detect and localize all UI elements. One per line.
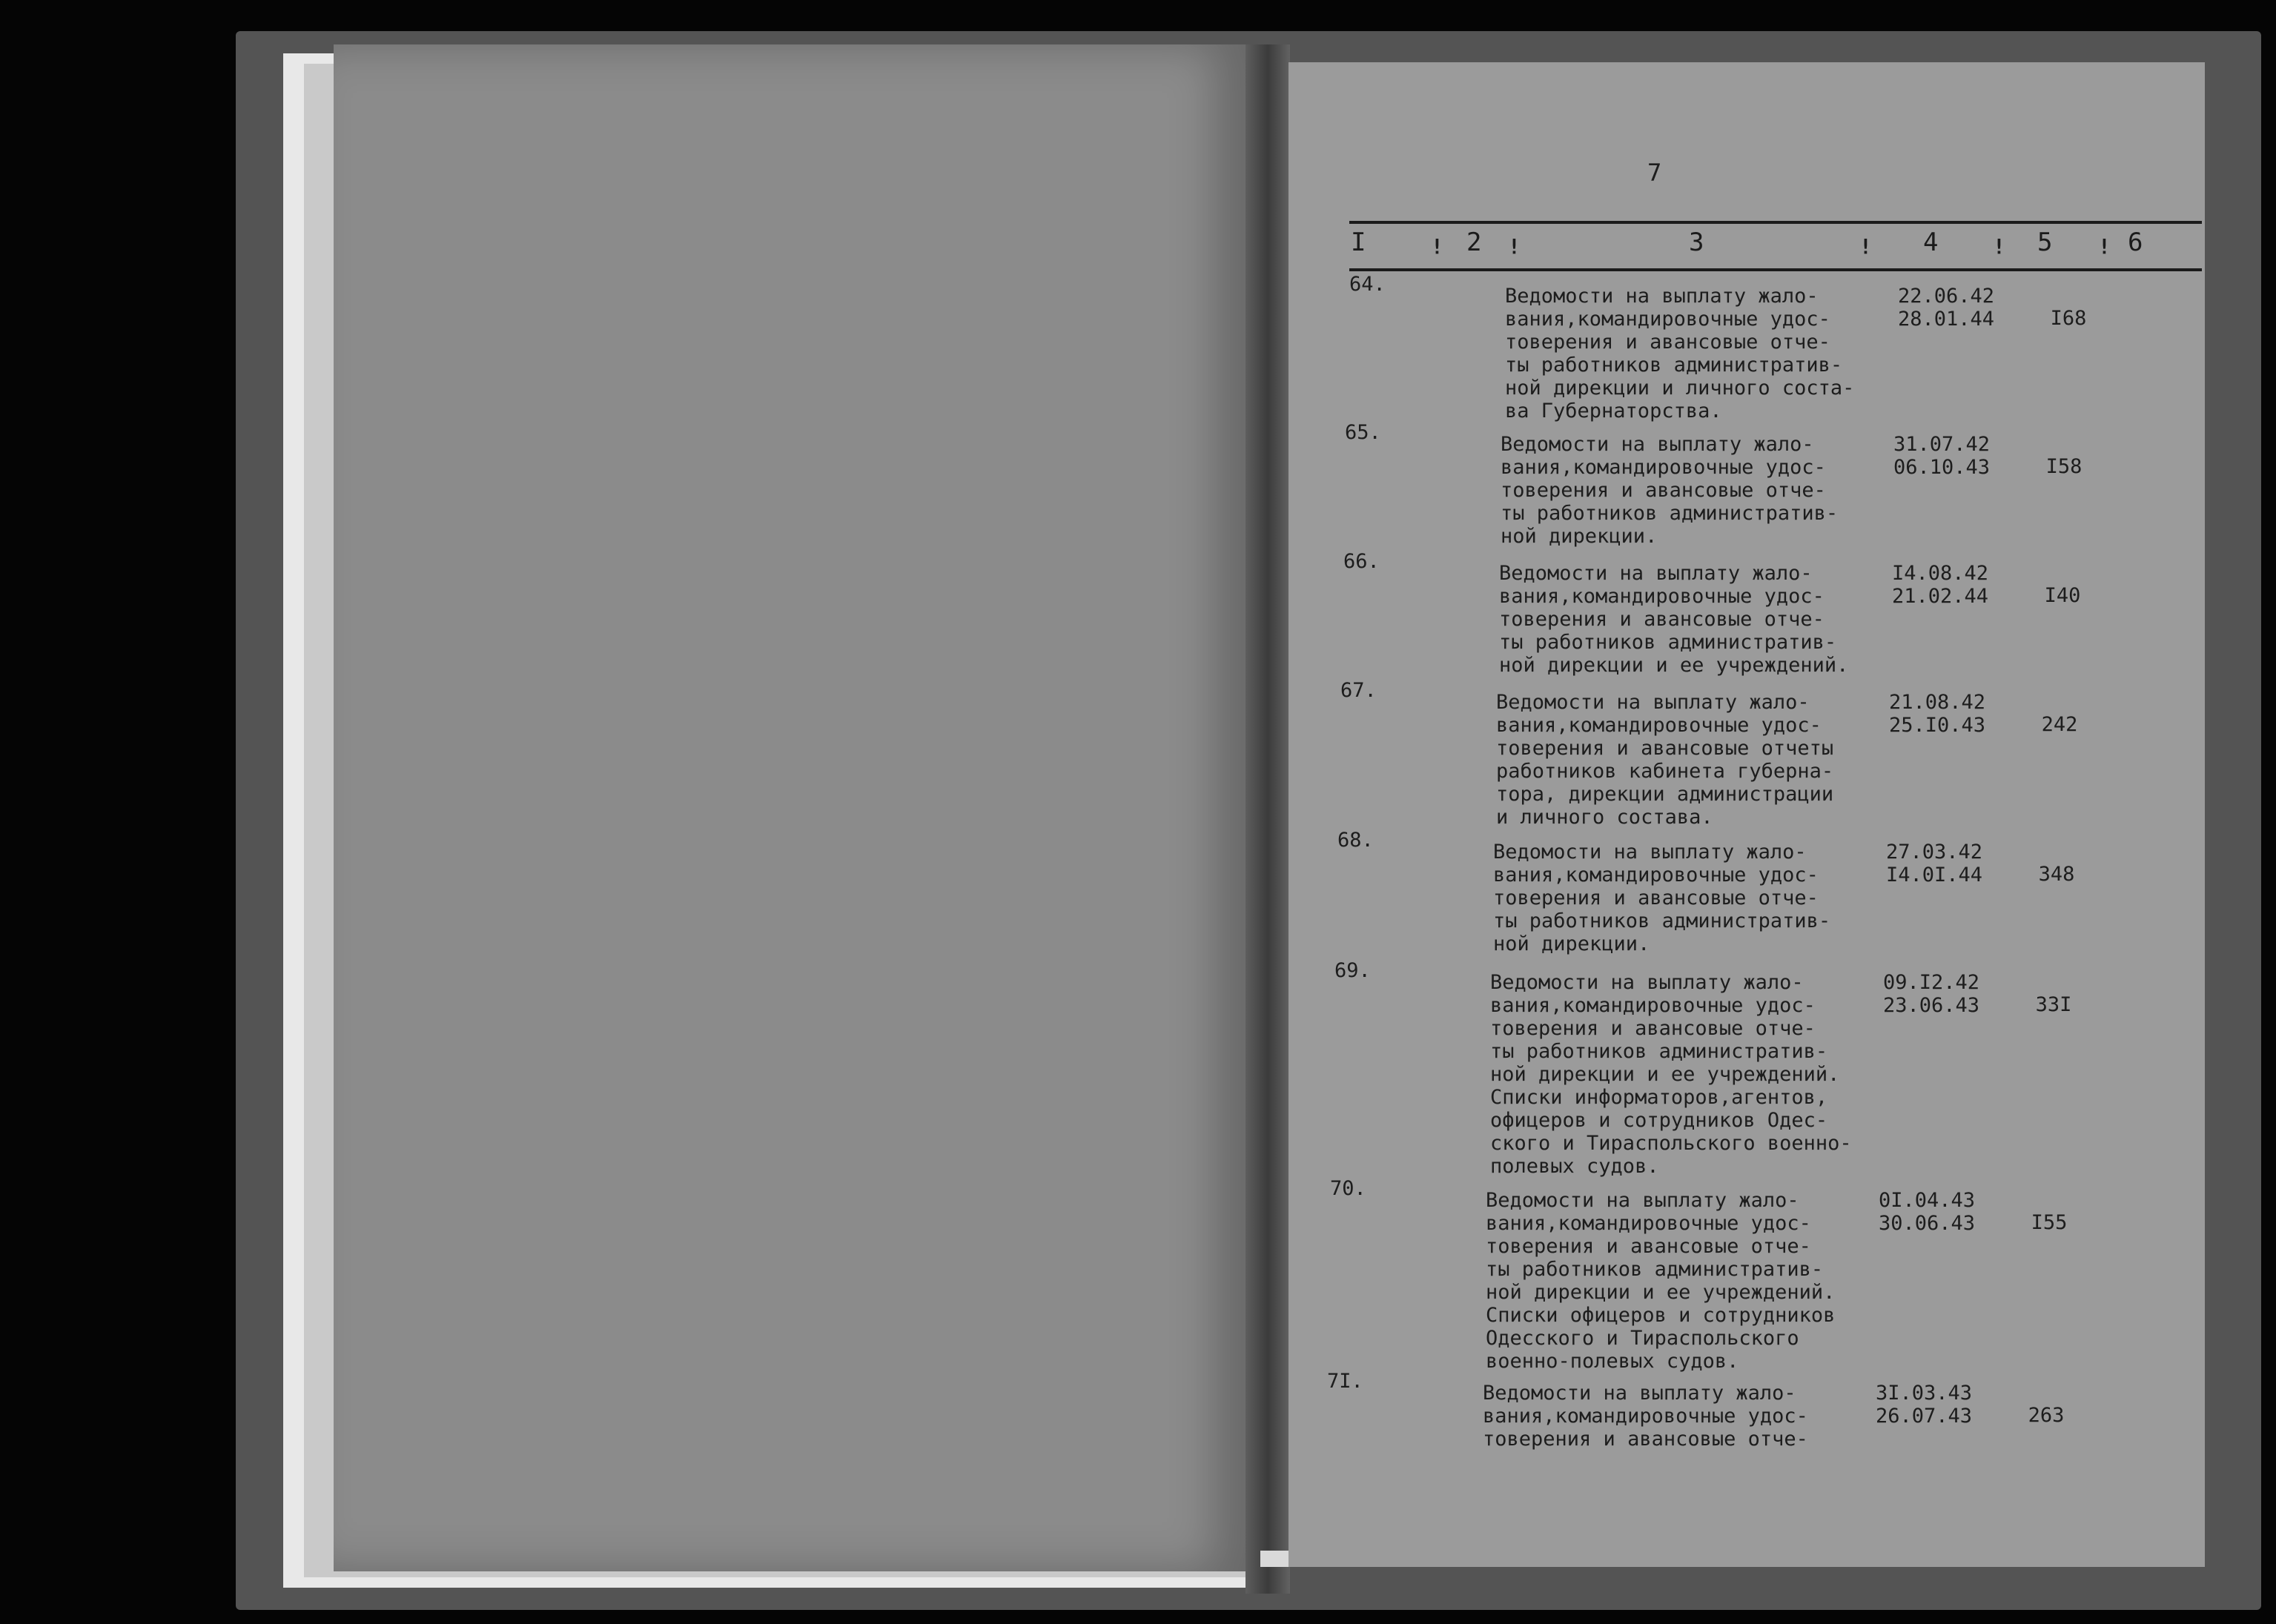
entry-number: 67.	[1340, 679, 1377, 702]
column-separator: !	[1431, 234, 1443, 259]
column-header-6: 6	[2128, 228, 2143, 257]
entry-number: 65.	[1345, 421, 1381, 444]
blank-left-page	[334, 44, 1245, 1571]
column-header-2: 2	[1466, 228, 1482, 257]
entry-sheet-count: I58	[2045, 455, 2083, 478]
entry-number: 70.	[1330, 1177, 1366, 1200]
entry-sheet-count: I68	[2050, 307, 2087, 330]
entry-number: 66.	[1343, 550, 1380, 573]
entry-sheet-count: I40	[2044, 584, 2081, 607]
entry-dates: 3I.03.43 26.07.43	[1876, 1382, 1973, 1428]
entry-description: Ведомости на выплату жало- вания,командировочные удос- товерения и авансовые отче-	[1483, 1382, 1808, 1451]
entry-number: 69.	[1334, 959, 1371, 982]
page-number: 7	[1647, 159, 1662, 187]
column-header-4: 4	[1923, 228, 1939, 257]
entry-sheet-count: 263	[2028, 1404, 2065, 1427]
entry-dates: 0I.04.43 30.06.43	[1879, 1189, 1976, 1235]
entry-sheet-count: I55	[2031, 1211, 2068, 1234]
entry-description: Ведомости на выплату жало- вания,командировочные удос- товерения и авансовые отчеты работников кабинета губерна- тора, дирекции администрации и личного состава.	[1496, 691, 1834, 829]
entry-description: Ведомости на выплату жало- вания,командировочные удос- товерения и авансовые отче- ты работников административ- ной дирекции и ее учреждений.	[1499, 562, 1849, 677]
column-separator: !	[1508, 234, 1521, 259]
column-header-3: 3	[1689, 228, 1704, 257]
entry-dates: 27.03.42 I4.0I.44	[1886, 841, 1983, 886]
entry-dates: 22.06.42 28.01.44	[1898, 285, 1995, 331]
column-separator: !	[1993, 234, 2005, 259]
entry-sheet-count: 33I	[2035, 993, 2072, 1016]
entry-description: Ведомости на выплату жало- вания,командировочные удос- товерения и авансовые отче- ты работников административ- ной дирекции.	[1501, 433, 1839, 548]
column-separator: !	[2098, 234, 2111, 259]
entry-dates: I4.08.42 21.02.44	[1892, 562, 1989, 608]
entry-description: Ведомости на выплату жало- вания,командировочные удос- товерения и авансовые отче- ты работников административ- ной дирекции и личного соста- ва Губернаторства.	[1505, 285, 1855, 422]
entry-dates: 09.I2.42 23.06.43	[1883, 971, 1980, 1017]
column-header-1: I	[1351, 228, 1366, 257]
entry-description: Ведомости на выплату жало- вания,командировочные удос- товерения и авансовые отче- ты работников административ- ной дирекции.	[1493, 841, 1831, 955]
entry-number: 64.	[1349, 273, 1386, 296]
entry-number: 68.	[1337, 829, 1374, 852]
entry-dates: 21.08.42 25.I0.43	[1889, 691, 1986, 737]
column-separator: !	[1859, 234, 1872, 259]
entry-dates: 31.07.42 06.10.43	[1893, 433, 1991, 479]
column-header-5: 5	[2037, 228, 2053, 257]
book-spine	[1245, 44, 1290, 1594]
table-header-rule-bottom	[1349, 268, 2202, 271]
entry-sheet-count: 348	[2038, 863, 2075, 886]
table-header-rule-top	[1349, 221, 2202, 224]
entry-description: Ведомости на выплату жало- вания,командировочные удос- товерения и авансовые отче- ты работников административ- ной дирекции и ее учреждений. Списки офицеров и сотрудников Одесского и Тираспольского военно-полевых судов.	[1486, 1189, 1836, 1373]
entry-description: Ведомости на выплату жало- вания,командировочные удос- товерения и авансовые отче- ты работников административ- ной дирекции и ее учреждений. Списки информаторов,агентов, офицеров и сотрудников Одес- ского и Тираспольского военно- полевых судов.	[1490, 971, 1852, 1178]
entry-sheet-count: 242	[2041, 713, 2078, 736]
entry-number: 7I.	[1327, 1370, 1363, 1393]
